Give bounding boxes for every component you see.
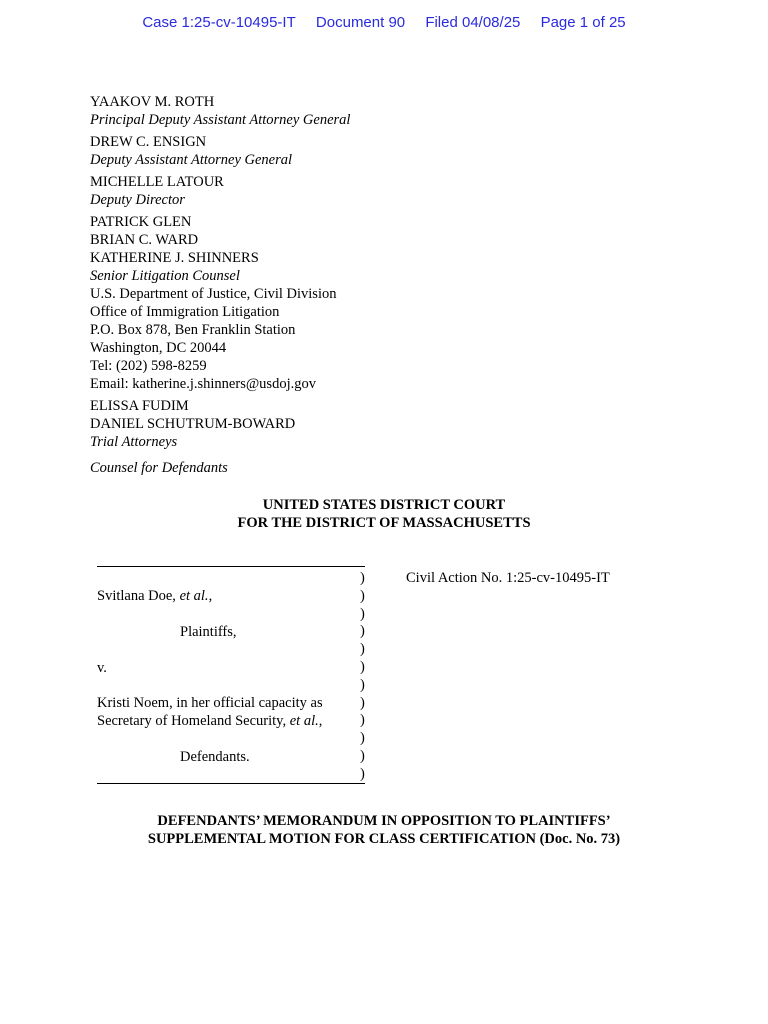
paren: ) — [360, 641, 365, 658]
paren: ) — [360, 694, 365, 711]
defendant-etal: et al. — [289, 713, 319, 729]
counsel-label: Counsel for Defendants — [90, 460, 228, 476]
civil-action-number: Civil Action No. 1:25-cv-10495-IT — [406, 570, 610, 586]
defendant-name-line2 — [97, 712, 322, 730]
defendant-line2-text: Secretary of Homeland Security, — [97, 713, 290, 729]
attorney-line: KATHERINE J. SHINNERS — [90, 250, 259, 266]
office-line: P.O. Box 878, Ben Franklin Station — [90, 322, 296, 338]
attorney-block — [90, 93, 350, 477]
paren: ) — [360, 623, 365, 640]
court-heading — [0, 496, 768, 532]
versus: v. — [97, 660, 107, 676]
office-phone: Tel: (202) 598-8259 — [90, 358, 207, 374]
paren: ) — [360, 676, 365, 693]
attorney-line: YAAKOV M. ROTH — [90, 94, 215, 110]
paren: ) — [360, 765, 365, 782]
court-district: FOR THE DISTRICT OF MASSACHUSETTS — [237, 515, 531, 531]
filed-date: Filed 04/08/25 — [425, 14, 521, 31]
paren: ) — [360, 570, 365, 586]
defendants-label: Defendants. — [180, 749, 250, 765]
document-number: Document 90 — [315, 14, 406, 31]
attorney-line: BRIAN C. WARD — [90, 232, 199, 248]
attorney-line: DANIEL SCHUTRUM-BOWARD — [90, 416, 296, 432]
plaintiff-etal: et al. — [179, 588, 209, 604]
plaintiff-comma: , — [208, 588, 213, 604]
paren: ) — [360, 658, 365, 675]
paren: ) — [360, 587, 365, 604]
attorney-title: Trial Attorneys — [90, 434, 178, 450]
attorney-title: Senior Litigation Counsel — [90, 268, 240, 284]
attorney-title: Deputy Assistant Attorney General — [90, 152, 293, 168]
attorney-line: MICHELLE LATOUR — [90, 174, 224, 190]
attorney-line: ELISSA FUDIM — [90, 398, 189, 414]
office-line: U.S. Department of Justice, Civil Division — [90, 286, 337, 302]
plaintiffs-label: Plaintiffs, — [180, 624, 237, 640]
title-line1: DEFENDANTS’ MEMORANDUM IN OPPOSITION TO PLAINTIFFS’ — [157, 813, 611, 829]
defendant-name-line1: Kristi Noem, in her official capacity as — [97, 695, 323, 711]
document-title — [0, 812, 768, 848]
plaintiff-name — [97, 587, 212, 605]
attorney-title: Principal Deputy Assistant Attorney General — [90, 112, 351, 128]
paren: ) — [360, 730, 365, 747]
attorney-line: DREW C. ENSIGN — [90, 134, 207, 150]
ecf-header — [0, 14, 768, 31]
office-email: Email: katherine.j.shinners@usdoj.gov — [90, 376, 316, 392]
defendant-comma: , — [318, 713, 323, 729]
paren: ) — [360, 747, 365, 764]
paren: ) — [360, 712, 365, 729]
attorney-title: Deputy Director — [90, 192, 185, 208]
page-number: Page 1 of 25 — [540, 14, 626, 31]
caption-parentheses — [360, 570, 365, 784]
case-number: Case 1:25-cv-10495-IT — [142, 14, 296, 31]
plaintiff-name-text: Svitlana Doe, — [97, 588, 180, 604]
attorney-line: PATRICK GLEN — [90, 214, 192, 230]
court-name: UNITED STATES DISTRICT COURT — [262, 497, 506, 513]
paren: ) — [360, 605, 365, 622]
office-line: Washington, DC 20044 — [90, 340, 227, 356]
office-line: Office of Immigration Litigation — [90, 304, 280, 320]
title-line2: SUPPLEMENTAL MOTION FOR CLASS CERTIFICATION (Doc. No. 73) — [147, 831, 621, 847]
